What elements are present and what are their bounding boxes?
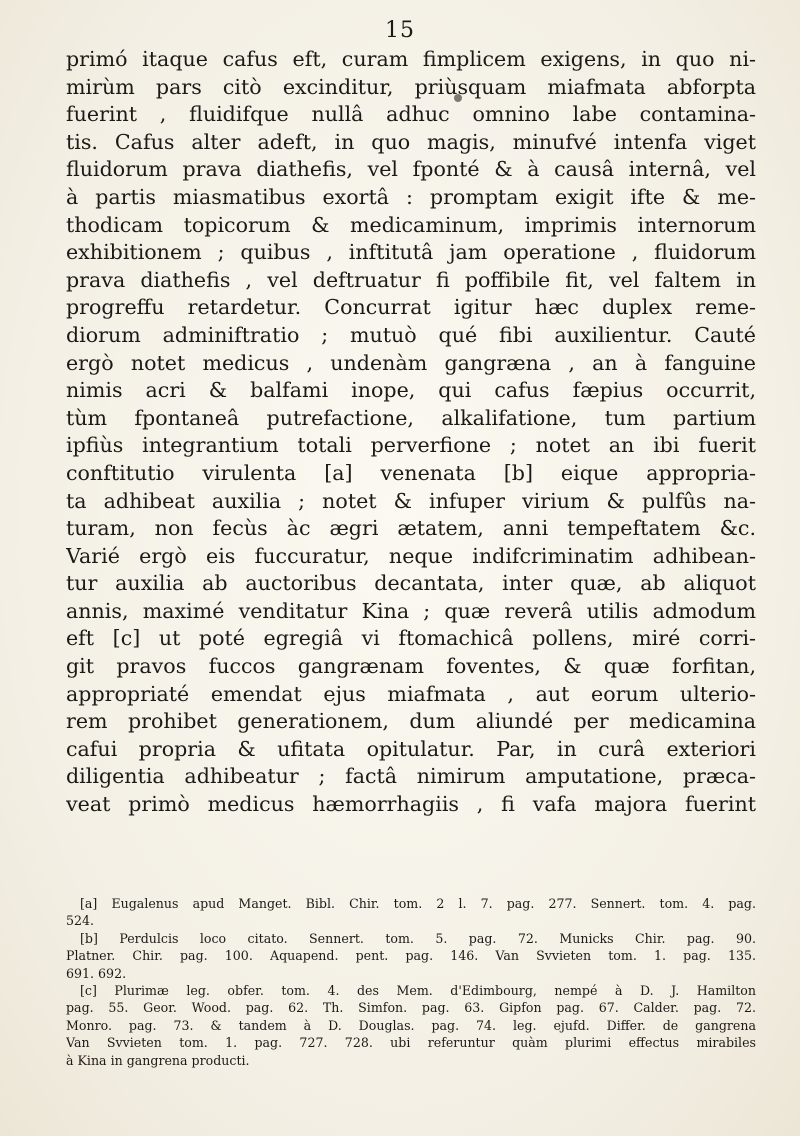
footnote-line: [a] Eugalenus apud Manget. Bibl. Chir. tom. 2 l. 7. pag. 277. Sennert. tom. 4. pag. [80, 896, 756, 911]
text-line: thodicam topicorum & medicaminum, imprimis internorum [66, 212, 756, 237]
text-line: cafui propria & ufitata opitulatur. Par, in curâ exteriori [66, 736, 756, 761]
text-line: fuerint , fluidifque nullâ adhuc omnino labe contamina- [66, 102, 756, 127]
footnote-line: à Kina in gangrena producti. [66, 1052, 250, 1068]
text-line: exhibitionem ; quibus , inftitutâ jam operatione , fluidorum [66, 240, 756, 265]
text-line: appropriaté emendat ejus miafmata , aut eorum ulterio- [66, 681, 756, 706]
footnote-line: pag. 55. Geor. Wood. pag. 62. Th. Simfon. pag. 63. Gipfon pag. 67. Calder. pag. 72. [66, 1000, 756, 1016]
text-line: tur auxilia ab auctoribus decantata, inter quæ, ab aliquot [66, 571, 756, 596]
text-line: primó itaque cafus eft, curam fimplicem exigens, in quo ni- [66, 47, 756, 71]
text-line: git pravos fuccos gangrænam foventes, & quæ forfitan, [66, 654, 756, 679]
footnote-line: [b] Perdulcis loco citato. Sennert. tom. 5. pag. 72. Municks Chir. pag. 90. [80, 930, 756, 946]
text-line: Varié ergò eis fuccuratur, neque indifcriminatim adhibean- [66, 543, 756, 568]
page-number: 15 [385, 18, 415, 43]
text-line: eft [c] ut poté egregiâ vi ftomachicâ pollens, miré corri- [66, 626, 756, 651]
text-line: veat primò medicus hæmorrhagiis , fi vafa majora fuerint [66, 792, 756, 817]
footnote-line: Platner. Chir. pag. 100. Aquapend. pent. pag. 146. Van Svvieten tom. 1. pag. 135. [66, 948, 756, 964]
text-line: tùm fpontaneâ putrefactione, alkalifatione, tum partium [66, 405, 756, 430]
text-line: rem prohibet generationem, dum aliundé per medicamina [66, 709, 756, 734]
text-line: annis, maximé venditatur Kina ; quæ reverâ utilis admodum [66, 598, 756, 623]
text-line: diorum adminiftratio ; mutuò qué fibi auxilientur. Cauté [66, 322, 756, 347]
text-line: progreffu retardetur. Concurrat igitur hæc duplex reme- [66, 295, 756, 320]
footnote-line: Van Svvieten tom. 1. pag. 727. 728. ubi referuntur quàm plurimi effectus mirabiles [66, 1035, 756, 1051]
text-line: turam, non fecùs àc ægri ætatem, anni tempeftatem &c. [66, 516, 756, 541]
footnote-line: 691. 692. [66, 965, 127, 981]
footnote-line: Monro. pag. 73. & tandem à D. Douglas. pag. 74. leg. ejufd. Differ. de gangrena [66, 1017, 756, 1033]
text-line: à partis miasmatibus exortâ : promptam exigit ifte & me- [66, 184, 756, 209]
text-line: ipfiùs integrantium totali perverfione ; notet an ibi fuerit [66, 433, 756, 458]
text-line: ergò notet medicus , undenàm gangræna , an à fanguine [66, 350, 756, 375]
main-text [66, 46, 756, 819]
text-line: tis. Cafus alter adeft, in quo magis, minufvé intenfa viget [66, 129, 756, 154]
footnote-line: [c] Plurimæ leg. obfer. tom. 4. des Mem. d'Edimbourg, nempé à D. J. Hamilton [80, 983, 756, 999]
text-line: ta adhibeat auxilia ; notet & infuper virium & pulfûs na- [66, 488, 756, 513]
footnotes [66, 895, 756, 1069]
text-line: diligentia adhibeatur ; factâ nimirum amputatione, præca- [66, 764, 756, 789]
text-line: nimis acri & balfami inope, qui cafus fæpius occurrit, [66, 378, 756, 403]
footnote-line: 524. [66, 913, 95, 929]
text-line: conftitutio virulenta [a] venenata [b] eique appropria- [66, 460, 756, 485]
text-line: mirùm pars citò excinditur, priùsquam miafmata abforpta [66, 74, 756, 99]
text-line: prava diathefis , vel deftruatur fi poffibile fit, vel faltem in [66, 267, 756, 292]
text-line: fluidorum prava diathefis, vel fponté & à causâ internâ, vel [66, 157, 756, 182]
